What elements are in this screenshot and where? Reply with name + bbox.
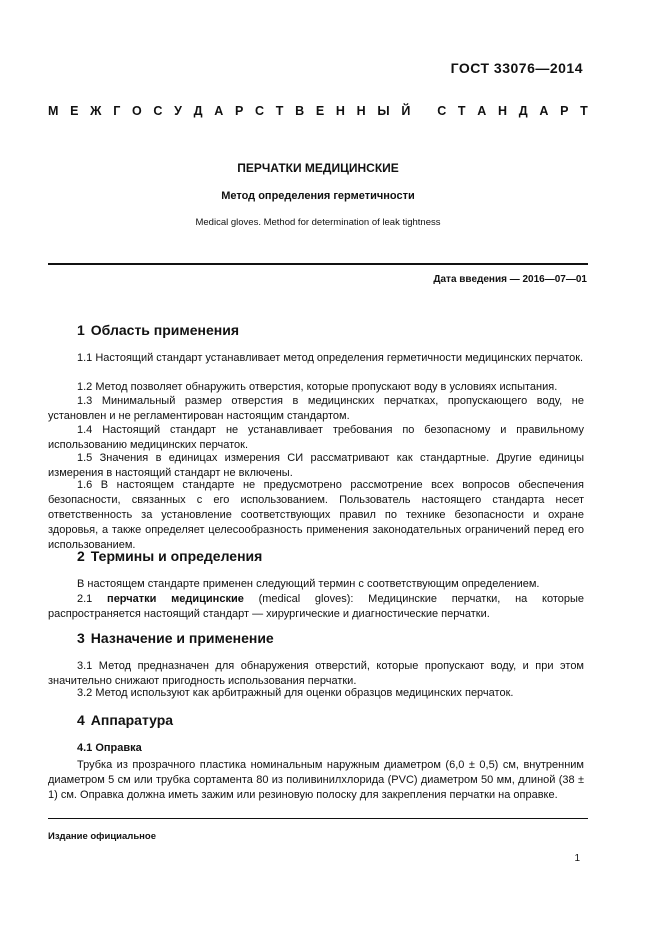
paragraph: 3.1 Метод предназначен для обнаружения отверстий, которые пропускают воду, и при этом значительно снижают пригодность использования перчатки. <box>48 660 584 687</box>
subsection-heading: 4.1 Оправка <box>77 742 142 754</box>
page-number: 1 <box>574 853 580 864</box>
edition-note: Издание официальное <box>48 831 156 842</box>
standard-type-banner <box>48 104 588 118</box>
banner-letter: С <box>255 104 265 118</box>
term-number: 2.1 <box>77 593 93 605</box>
banner-letter: Н <box>498 104 508 118</box>
paragraph: Трубка из прозрачного пластика номинальным наружным диаметром (6,0 ± 0,5) см, внутренним диаметром 5 см или трубка сортамента 80 из поливинилхлорида (PVC) диаметром 50 мм, длиной (38 ± 1) см. Оправка должна иметь зажим или резиновую полоску для закрепления перчатки на оправке. <box>48 759 584 801</box>
header-divider <box>48 263 588 265</box>
paragraph: В настоящем стандарте применен следующий термин с соответствующим определением. <box>77 578 540 590</box>
section-number: 1 <box>77 322 85 338</box>
section-title: Назначение и применение <box>90 630 274 646</box>
document-title: ПЕРЧАТКИ МЕДИЦИНСКИЕ <box>237 161 399 175</box>
banner-letter: Е <box>315 104 325 118</box>
banner-letter: Н <box>356 104 366 118</box>
paragraph: 1.4 Настоящий стандарт не устанавливает требования по безопасному и правильному использованию медицинских перчаток. <box>48 424 584 451</box>
banner-letter: У <box>174 104 182 118</box>
document-subtitle: Метод определения герметичности <box>221 190 415 202</box>
paragraph: 3.2 Метод используют как арбитражный для оценки образцов медицинских перчаток. <box>77 687 514 699</box>
section-number: 2 <box>77 548 85 564</box>
banner-letter: А <box>214 104 224 118</box>
paragraph: 1.1 Настоящий стандарт устанавливает метод определения герметичности медицинских перчаток. <box>77 352 584 364</box>
footer-divider <box>48 818 588 819</box>
section-number: 4 <box>77 712 85 728</box>
banner-letter: О <box>131 104 142 118</box>
banner-letter: Д <box>193 104 203 118</box>
section-heading <box>77 712 173 728</box>
section-number: 3 <box>77 630 85 646</box>
introduction-date: Дата введения — 2016—07—01 <box>433 274 587 285</box>
banner-letter: Ы <box>377 104 390 118</box>
banner-letter: В <box>295 104 305 118</box>
paragraph: 1.2 Метод позволяет обнаружить отверстия, которые пропускают воду в условиях испытания. <box>77 381 558 393</box>
banner-letter: Т <box>457 104 466 118</box>
banner-letter: С <box>437 104 447 118</box>
banner-letter: Н <box>335 104 345 118</box>
paragraph: 1.3 Минимальный размер отверстия в медицинских перчатках, пропускающего воду, не установлен и не регламентирован настоящим стандартом. <box>48 395 584 422</box>
banner-letter: Р <box>234 104 244 118</box>
banner-letter: Т <box>275 104 284 118</box>
banner-letter: А <box>477 104 487 118</box>
section-title: Термины и определения <box>90 548 263 564</box>
banner-letter: Р <box>560 104 569 118</box>
banner-letter: С <box>153 104 163 118</box>
banner-letter: Г <box>113 104 121 118</box>
banner-letter: Ж <box>90 104 102 118</box>
banner-letter: Й <box>401 104 411 118</box>
term-definition <box>48 592 584 622</box>
term: перчатки медицинские <box>107 593 244 605</box>
banner-letter: Т <box>580 104 588 118</box>
document-number: ГОСТ 33076—2014 <box>450 60 583 76</box>
section-title: Аппаратура <box>90 712 174 728</box>
banner-letter: А <box>539 104 549 118</box>
term-definition-text: (medical gloves): Медицинские перчатки, на которые распространяется настоящий стандарт — хирургические и диагностические перчатки. <box>48 593 585 620</box>
section-title: Область применения <box>90 322 240 338</box>
banner-letter: Е <box>70 104 79 118</box>
banner-letter: Д <box>518 104 528 118</box>
banner-letter: М <box>48 104 59 118</box>
section-heading <box>77 548 262 564</box>
document-title-english: Medical gloves. Method for determination of leak tightness <box>195 217 441 228</box>
paragraph: 1.5 Значения в единицах измерения СИ рассматривают как стандартные. Другие единицы измерения в настоящий стандарт не включены. <box>48 452 584 479</box>
section-heading <box>77 630 274 646</box>
banner-spacer <box>422 104 425 118</box>
section-heading <box>77 322 239 338</box>
paragraph: 1.6 В настоящем стандарте не предусмотрено рассмотрение всех вопросов обеспечения безопасности, связанных с его использованием. Пользователь настоящего стандарта несет ответственность за установление соответствующих правил по технике безопасности и охране здоровья, а также определяет целесообразность применения законодательных ограничений перед его использованием. <box>48 479 584 551</box>
